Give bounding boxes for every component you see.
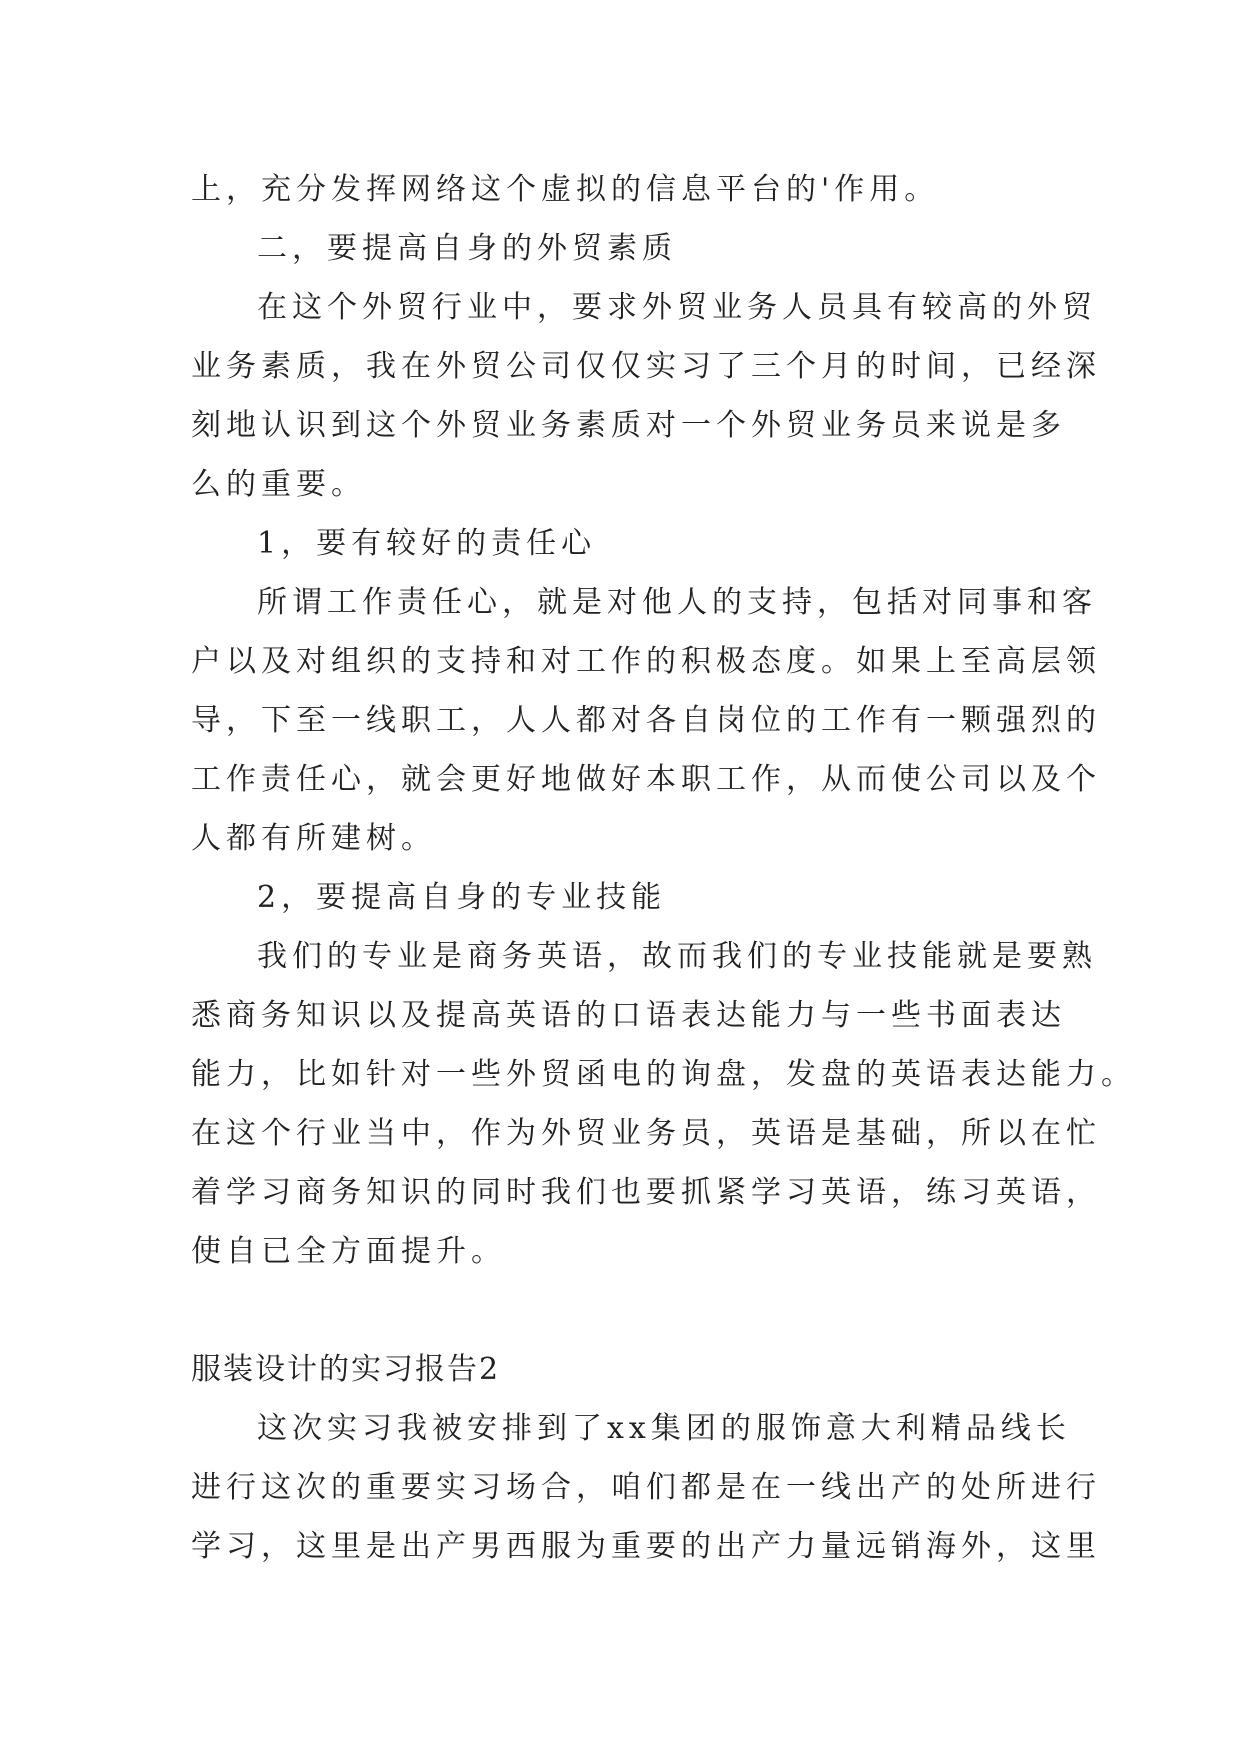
paragraph-line: 进行这次的重要实习场合，咱们都是在一线出产的处所进行 [191,1470,1101,1505]
paragraph-line: 上，充分发挥网络这个虚拟的信息平台的'作用。 [191,172,940,207]
paragraph-line: 在这个行业当中，作为外贸业务员，英语是基础，所以在忙 [191,1116,1101,1151]
paragraph-line: 在这个外贸行业中，要求外贸业务人员具有较高的外贸 [257,290,1097,325]
paragraph-line: 能力，比如针对一些外贸函电的询盘，发盘的英语表达能力。 [191,1057,1136,1092]
paragraph-line: 所谓工作责任心，就是对他人的支持，包括对同事和客 [257,585,1097,620]
paragraph-line: 人都有所建树。 [191,821,436,856]
paragraph-line: 这次实习我被安排到了xx集团的服饰意大利精品线长 [257,1411,1071,1446]
paragraph-line: 刻地认识到这个外贸业务素质对一个外贸业务员来说是多 [191,408,1066,443]
paragraph-line: 使自已全方面提升。 [191,1234,506,1269]
paragraph-line: 户以及对组织的支持和对工作的积极态度。如果上至高层领 [191,644,1101,679]
paragraph-line: 学习，这里是出产男西服为重要的出产力量远销海外，这里 [191,1529,1101,1564]
paragraph-line: 导，下至一线职工，人人都对各自岗位的工作有一颗强烈的 [191,703,1101,738]
paragraph-line: 我们的专业是商务英语，故而我们的专业技能就是要熟 [257,939,1097,974]
paragraph-line: 业务素质，我在外贸公司仅仅实习了三个月的时间，已经深 [191,349,1101,384]
paragraph-line: 么的重要。 [191,467,366,502]
subsection-heading: 1，要有较好的责任心 [257,526,597,561]
paragraph-line: 悉商务知识以及提高英语的口语表达能力与一些书面表达 [191,998,1066,1033]
subsection-heading: 2，要提高自身的专业技能 [257,880,667,915]
document-body [191,160,1136,1576]
section-spacer [191,1281,1071,1340]
report-title: 服装设计的实习报告2 [191,1352,501,1387]
paragraph-line: 着学习商务知识的同时我们也要抓紧学习英语，练习英语， [191,1175,1101,1210]
paragraph-line: 工作责任心，就会更好地做好本职工作，从而使公司以及个 [191,762,1101,797]
section-heading: 二，要提高自身的外贸素质 [257,231,677,266]
